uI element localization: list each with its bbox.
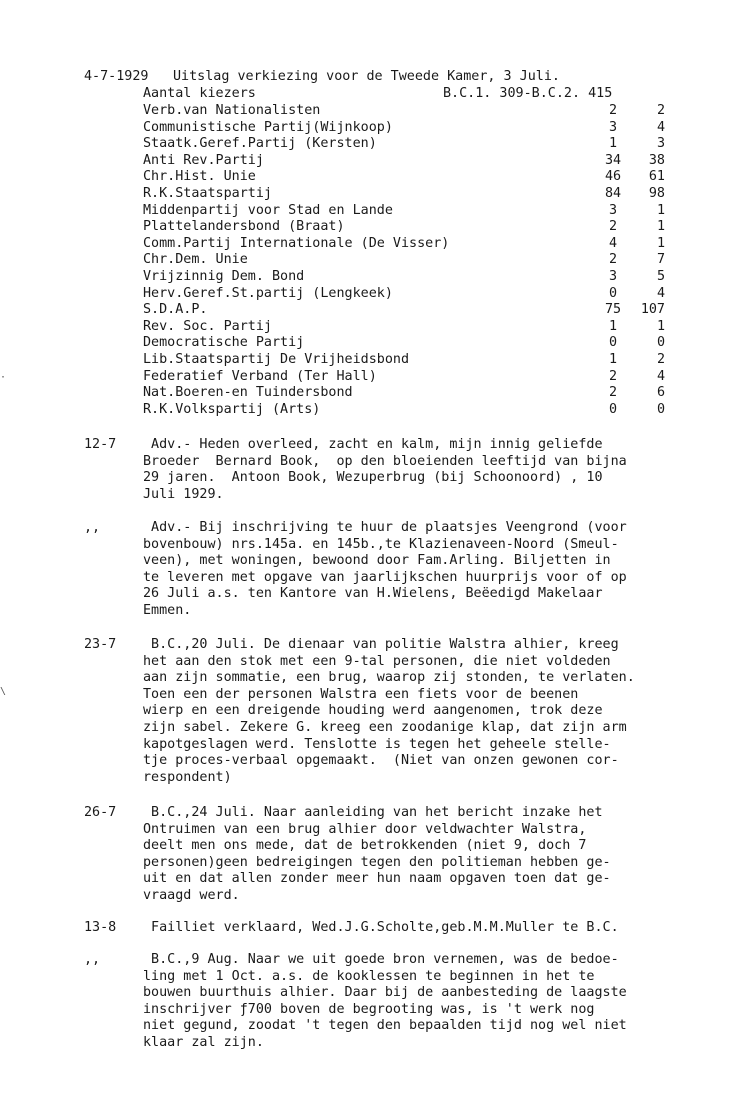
bc2-count: 1 [656,219,665,235]
entry-line: personen)geen bedreigingen tegen den politieman hebben ge- [143,854,611,870]
bc2-count: 0 [656,335,665,351]
scan-speck: \ [0,686,7,697]
party-name: Nat.Boeren-en Tuindersbond [143,385,353,401]
party-name: R.K.Staatspartij [143,186,272,201]
bc1-count: 1 [608,352,618,367]
bc1-count: 0 [608,401,618,417]
election-row [143,186,663,203]
bc1-count: 84 [604,186,622,201]
bc1-count: 3 [608,119,618,135]
bc1-count: 1 [608,136,618,152]
entry-line: veen), met woningen, bewoond door Fam.Arling. Biljetten in [143,553,611,569]
party-name: Vrijzinnig Dem. Bond [143,269,305,284]
election-row [143,120,663,137]
bc1-count: 1 [608,318,618,334]
bc1-count: 0 [608,335,618,351]
party-name: Chr.Dem. Unie [143,252,248,268]
party-name: Communistische Partij(Wijnkoop) [143,119,393,135]
bc1-count: 2 [608,252,618,268]
bc1-count: 75 [604,302,622,318]
bc2-count: 38 [648,152,665,168]
bc2-count: 5 [656,269,665,284]
election-row [143,136,663,153]
entry-line: uit en dat allen zonder meer hun naam opgaven toen dat ge- [143,871,611,887]
party-name: Herv.Geref.St.partij (Lengkeek) [143,285,393,301]
entry-text [143,437,737,503]
election-row [143,302,663,319]
bc2-count: 4 [656,368,665,384]
entry-line: Adv.- Bij inschrijving te huur de plaatsjes Veengrond (voor [143,520,627,535]
election-row [143,335,663,352]
election-row [143,219,663,236]
entry-line: het aan den stok met een 9-tal personen, die niet voldeden [143,653,611,669]
entry-date: ,, [84,520,101,535]
election-row [143,369,663,386]
entry-line: Toen een der personen Walstra een fiets voor de beenen [143,686,579,702]
bc2-count: 0 [656,401,665,417]
entry-text [143,920,737,937]
entry-line: te leveren met opgave van jaarlijkschen huurprijs voor of op [143,569,627,585]
bc2-count: 4 [656,119,665,135]
bc1-count: 0 [608,285,618,301]
bc2-count: 1 [656,318,665,334]
party-name: Rev. Soc. Partij [143,318,272,334]
election-header-label: Aantal kiezers [143,86,256,101]
party-name: Lib.Staatspartij De Vrijheidsbond [143,352,410,367]
entry-line: Broeder Bernard Book, op den bloeienden leeftijd van bijna [143,453,627,469]
election-row [143,252,663,269]
entry-line: bouwen buurthuis alhier. Daar bij de aanbesteding de laagste [143,985,627,1001]
entry-line: Adv.- Heden overleed, zacht en kalm, mijn innig geliefde [143,437,603,452]
entry-line: B.C.,20 Juli. De dienaar van politie Walstra alhier, kreeg [143,637,619,652]
party-name: R.K.Volkspartij (Arts) [143,401,321,417]
entry-line: kapotgeslagen werd. Tenslotte is tegen het geheele stelle- [143,736,611,752]
bc2-count: 2 [656,352,665,367]
party-name: Democratische Partij [143,335,305,351]
bc2-count: 3 [656,136,665,152]
bc1-count: 2 [608,385,618,401]
bc1-count: 2 [608,103,618,118]
entry-line: deelt men ons mede, dat de betrokkenden (niet 9, doch 7 [143,838,587,854]
election-row [143,269,663,286]
election-row [143,169,663,186]
entry-line: klaar zal zijn. [143,1034,264,1050]
entry-line: wierp en een dreigende houding werd aangenomen, trok deze [143,703,603,719]
bc2-count: 1 [656,202,665,218]
bc2-count: 1 [656,235,665,251]
entry-text [143,805,737,905]
party-name: Middenpartij voor Stad en Lande [143,202,393,218]
bc1-count: 3 [608,269,618,284]
party-name: Verb.van Nationalisten [143,103,321,118]
election-row [143,153,663,170]
entry-line: Ontruimen van een brug alhier door veldwachter Walstra, [143,821,587,837]
entry-line: 29 jaren. Antoon Book, Wezuperbrug (bij Schoonoord) , 10 [143,470,603,486]
election-row [143,402,663,419]
entry-text [143,637,737,786]
entry-date: ,, [84,952,101,967]
bc2-count: 4 [656,285,665,301]
entry-date: 13-8 [84,920,117,935]
bc2-count: 107 [640,302,665,318]
election-row [143,203,663,220]
entry-text [143,520,737,620]
scan-speck: · [0,372,7,383]
party-name: Staatk.Geref.Partij (Kersten) [143,136,377,152]
party-name: S.D.A.P. [143,302,208,318]
entry-line: tje proces-verbaal opgemaakt. (Niet van onzen gewonen cor- [143,753,619,769]
entry-line: Juli 1929. [143,486,224,502]
election-date: 4-7-1929 [84,69,149,84]
bc2-count: 98 [648,186,665,201]
entry-line: 26 Juli a.s. ten Kantore van H.Wielens, Beëedigd Makelaar [143,586,603,602]
bc1-count: 3 [608,202,618,218]
entry-line: bovenbouw) nrs.145a. en 145b.,te Klazienaveen-Noord (Smeul- [143,536,619,552]
party-name: Federatief Verband (Ter Hall) [143,368,377,384]
entry-line: zijn sabel. Zekere G. kreeg een zoodanige klap, dat zijn arm [143,719,627,735]
election-row [143,286,663,303]
entry-line: Emmen. [143,602,192,618]
election-title: Uitslag verkiezing voor de Tweede Kamer, 3 Juli. [173,69,560,84]
party-name: Plattelandersbond (Braat) [143,219,345,235]
bc2-count: 2 [656,103,665,118]
bc2-count: 7 [656,252,665,268]
party-name: Chr.Hist. Unie [143,169,256,185]
entry-date: 23-7 [84,637,117,652]
entry-line: Failliet verklaard, Wed.J.G.Scholte,geb.M.M.Muller te B.C. [143,920,619,935]
election-row [143,385,663,402]
election-row [143,103,663,120]
election-row [143,352,663,369]
bc1-count: 46 [604,169,622,185]
election-row [143,319,663,336]
entry-text [143,952,737,1052]
election-header-counts: B.C.1. 309-B.C.2. 415 [443,86,613,101]
entry-line: niet gegund, zoodat 't tegen den bepaalden tijd nog wel niet [143,1018,627,1034]
entry-line: vraagd werd. [143,887,240,903]
bc1-count: 34 [604,152,622,168]
entry-line: B.C.,9 Aug. Naar we uit goede bron vernemen, was de bedoe- [143,952,619,967]
entry-date: 12-7 [84,437,117,452]
entry-line: respondent) [143,769,232,785]
entry-line: inschrijver ƒ700 boven de begrooting was, is 't werk nog [143,1001,595,1017]
entry-line: ling met 1 Oct. a.s. de kooklessen te beginnen in het te [143,968,595,984]
election-row [143,236,663,253]
bc1-count: 2 [608,368,618,384]
party-name: Comm.Partij Internationale (De Visser) [143,235,450,251]
bc2-count: 61 [648,169,665,185]
entry-line: B.C.,24 Juli. Naar aanleiding van het bericht inzake het [143,805,603,820]
entry-line: aan zijn sommatie, een brug, waarop zij stonden, te verlaten. [143,670,635,686]
bc2-count: 6 [656,385,665,401]
party-name: Anti Rev.Partij [143,152,264,168]
bc1-count: 4 [608,235,618,251]
entry-date: 26-7 [84,805,117,820]
bc1-count: 2 [608,219,618,235]
